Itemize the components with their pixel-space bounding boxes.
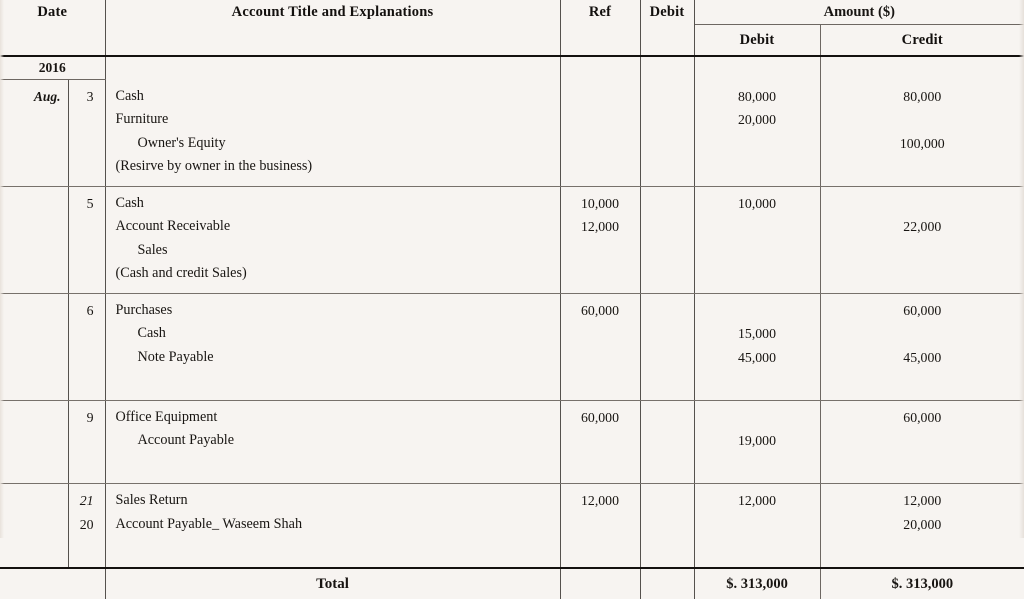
entry-day-secondary: 20 bbox=[79, 516, 94, 532]
total-debitref-blank bbox=[640, 568, 694, 599]
entry-account-titles: Cash Account Receivable Sales (Cash and credit Sales) bbox=[105, 186, 560, 293]
year-credit-blank bbox=[820, 56, 1024, 80]
header-amount-credit: Credit bbox=[901, 32, 943, 48]
journal-entries bbox=[0, 80, 1024, 568]
header-debit-ref: Debit bbox=[640, 0, 694, 55]
entry-account-titles: Cash Furniture Owner's Equity (Resirve by owner in the business) bbox=[105, 80, 560, 187]
entry-ref: 60,000 bbox=[560, 400, 640, 484]
year-debitref-blank bbox=[640, 56, 694, 80]
total-credit: $. 313,000 bbox=[820, 568, 1024, 599]
journal-entry-row bbox=[0, 80, 1024, 187]
entry-amount-debit: 10,000 bbox=[694, 186, 820, 293]
journal-entry-row bbox=[0, 400, 1024, 484]
entry-month: Aug. bbox=[0, 80, 68, 187]
journal-entry-row bbox=[0, 293, 1024, 400]
entry-account-titles: Purchases Cash Note Payable bbox=[105, 293, 560, 400]
entry-day: 6 bbox=[68, 293, 105, 400]
header-amount-group: Amount ($) bbox=[694, 0, 1024, 25]
journal-entry-row bbox=[0, 484, 1024, 568]
entry-month bbox=[0, 186, 68, 293]
entry-account-titles: Sales Return Account Payable_ Waseem Shah bbox=[105, 484, 560, 568]
year-ref-blank bbox=[560, 56, 640, 80]
entry-month bbox=[0, 484, 68, 568]
entry-amount-credit: 60,000 45,000 bbox=[820, 293, 1024, 400]
year-debit-blank bbox=[694, 56, 820, 80]
entry-amount-credit: 12,000 20,000 bbox=[820, 484, 1024, 568]
entry-amount-credit: 60,000 bbox=[820, 400, 1024, 484]
entry-amount-debit: 19,000 bbox=[694, 400, 820, 484]
total-row bbox=[0, 568, 1024, 599]
entry-account-titles: Office Equipment Account Payable bbox=[105, 400, 560, 484]
entry-amount-credit: 80,000 100,000 bbox=[820, 80, 1024, 187]
entry-month bbox=[0, 400, 68, 484]
entry-ref: 12,000 bbox=[560, 484, 640, 568]
entry-ref bbox=[560, 80, 640, 187]
total-debit: $. 313,000 bbox=[694, 568, 820, 599]
entry-day: 9 bbox=[68, 400, 105, 484]
header-date: Date bbox=[0, 0, 105, 55]
entry-debit-ref bbox=[640, 80, 694, 187]
entry-day: 3 bbox=[68, 80, 105, 187]
total-date-blank bbox=[0, 568, 105, 599]
entry-debit-ref bbox=[640, 186, 694, 293]
entry-debit-ref bbox=[640, 400, 694, 484]
entry-day: 21 20 bbox=[68, 484, 105, 568]
year-row bbox=[0, 56, 1024, 80]
table-header bbox=[0, 0, 1024, 56]
entry-ref: 60,000 bbox=[560, 293, 640, 400]
journal-entry-row bbox=[0, 186, 1024, 293]
entry-month bbox=[0, 293, 68, 400]
entry-debit-ref bbox=[640, 293, 694, 400]
entry-amount-credit: 22,000 bbox=[820, 186, 1024, 293]
table-body bbox=[0, 56, 1024, 80]
table-footer bbox=[0, 568, 1024, 599]
entry-amount-debit: 15,000 45,000 bbox=[694, 293, 820, 400]
header-account-title: Account Title and Explanations bbox=[105, 0, 560, 55]
entry-debit-ref bbox=[640, 484, 694, 568]
entry-ref: 10,000 12,000 bbox=[560, 186, 640, 293]
year-account-blank bbox=[105, 56, 560, 80]
entry-amount-debit: 80,000 20,000 bbox=[694, 80, 820, 187]
entry-amount-debit: 12,000 bbox=[694, 484, 820, 568]
header-amount-debit: Debit bbox=[694, 25, 820, 56]
total-ref-blank bbox=[560, 568, 640, 599]
total-label: Total bbox=[105, 568, 560, 599]
year-label: 2016 bbox=[0, 56, 105, 80]
entry-day: 5 bbox=[68, 186, 105, 293]
header-ref: Ref bbox=[560, 0, 640, 55]
